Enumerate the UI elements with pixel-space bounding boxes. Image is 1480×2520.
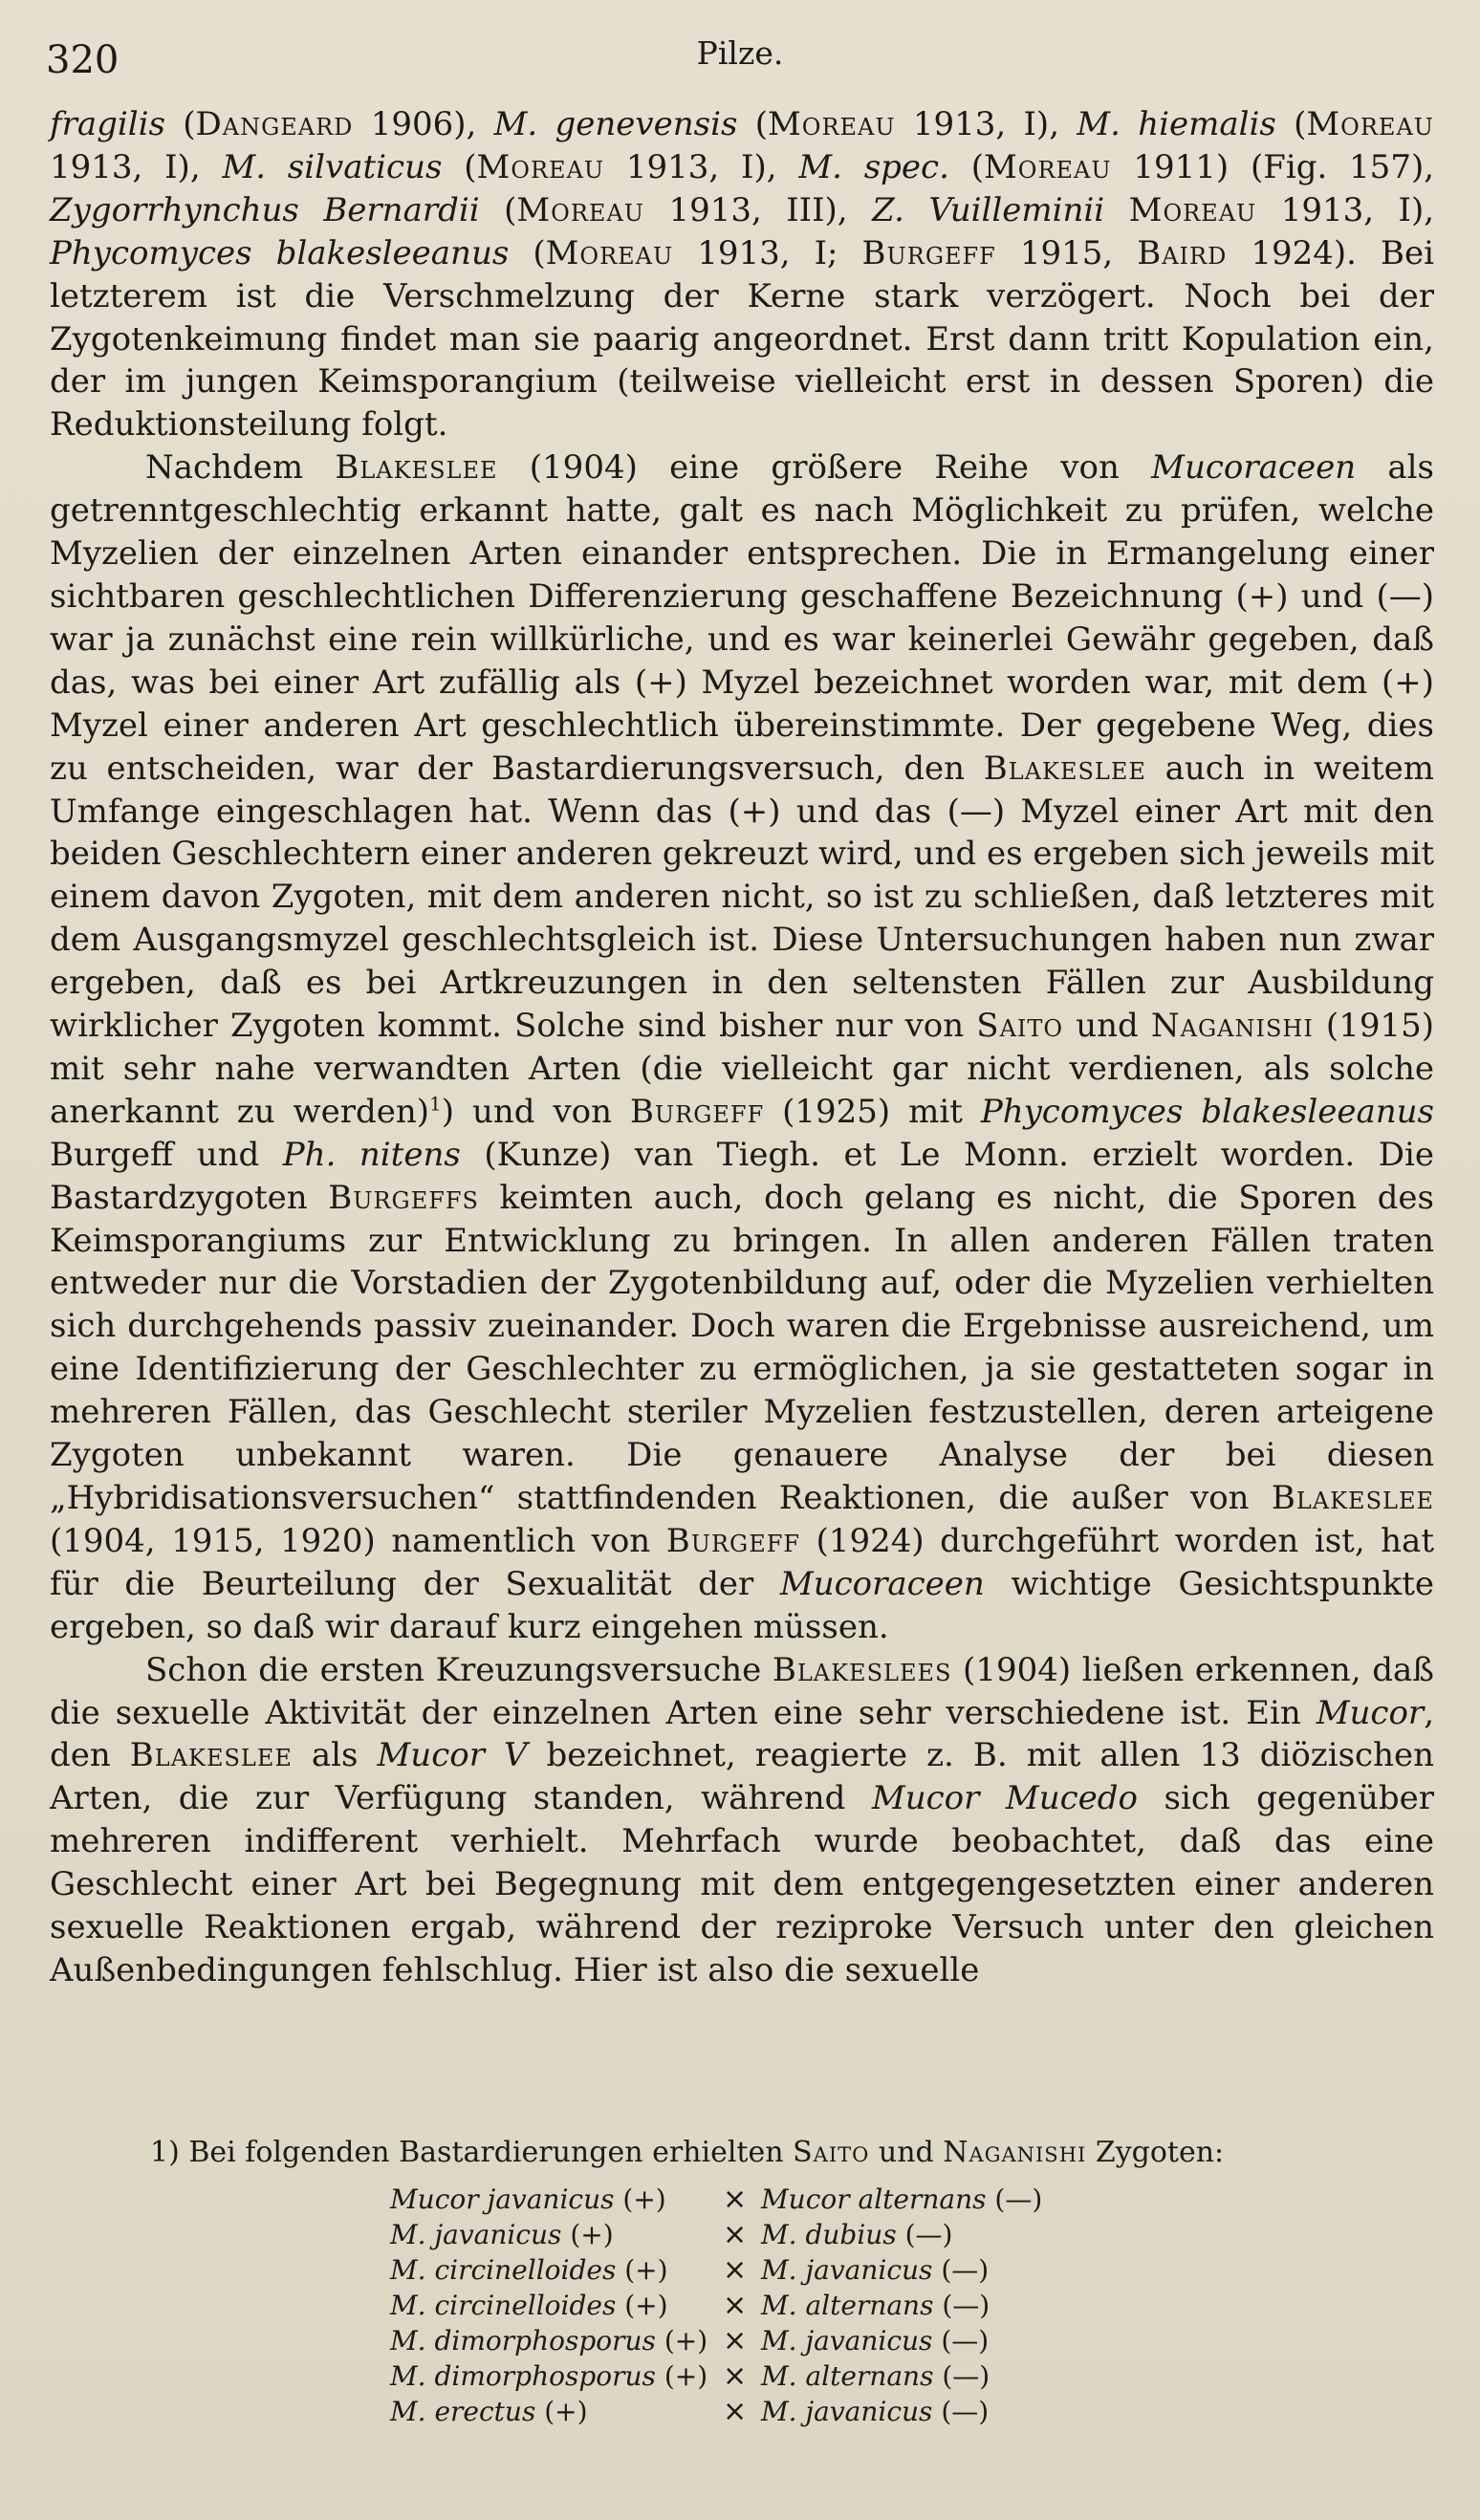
main-text [50, 103, 1434, 1992]
italic-text: fragilis [50, 105, 165, 143]
author-name: Moreau [516, 190, 644, 229]
paragraph [50, 1649, 1434, 1992]
parent-minus [761, 2325, 989, 2357]
text-run: 1906), [353, 105, 494, 143]
cross-symbol: × [723, 2359, 748, 2393]
sex-sign: (—) [904, 2219, 953, 2250]
text-run: ) und von [441, 1092, 630, 1131]
footnote [50, 2136, 1434, 2428]
author-name: Moreau [767, 105, 896, 143]
parent-plus [390, 2396, 588, 2427]
text-run: als getrenntgeschlechtig erkannt hatte, galt es nach Möglichkeit zu prüfen, welche Myzelien der einzelnen Arten einander entsprechen. Die in Ermangelung einer sichtbaren geschlechtlichen Differenzierung geschaffene Bezeichnung (+) und (—) war ja zunächst eine rein willkürliche, und es war keinerlei Gewähr gegeben, daß das, was bei einer Art zufällig als (+) Myzel bezeichnet worden war, mit dem (+) Myzel einer anderen Art geschlechtlich übereinstimmte. Der gegebene Weg, dies zu entscheiden, war der Bastardierungsversuch, den [50, 448, 1434, 788]
text-run: auch in weitem Umfange eingeschlagen hat. Wenn das (+) und das (—) Myzel einer Art mit den beiden Geschlechtern einer anderen gekreuzt wird, und es ergeben sich jeweils mit einem davon Zygoten, mit dem anderen nicht, so ist zu schließen, daß letzteres mit dem Ausgangsmyzel geschlechtsgleich ist. Diese Untersuchungen haben nun zwar ergeben, daß es bei Artkreuzungen in den seltensten Fällen zur Ausbildung wirklicher Zygoten kommt. Solche sind bisher nur von [50, 749, 1434, 1046]
italic-text: Ph. nitens [282, 1135, 461, 1174]
text-run: 1924). Bei letzterem ist die Verschmelzung der Kerne stark verzögert. Noch bei der Zygotenkeimung findet man sie paarig angeordnet. Erst dann tritt Kopulation ein, der im jungen Keimsporangium (teilweise vielleicht erst in dessen Sporen) die Reduktionsteilung folgt. [50, 233, 1434, 445]
text-run: (1904, 1915, 1920) namentlich von [50, 1521, 666, 1560]
author-name: Burgeff [861, 233, 996, 272]
italic-text: Mucoraceen [779, 1564, 985, 1603]
footnote-intro [50, 2136, 1434, 2169]
text-run: ( [948, 147, 984, 186]
author-name: Burgeff [629, 1092, 765, 1131]
footnote-ref: 1 [429, 1092, 442, 1116]
sex-sign: (+) [570, 2219, 614, 2250]
text-run: wichtige Gesichtspunkte ergeben, so daß wir darauf kurz eingehen müssen. [50, 1564, 1434, 1646]
species-name: M. javanicus [761, 2396, 933, 2427]
text-run: 1913, I), [895, 105, 1077, 143]
species-name: M. dimorphosporus [390, 2325, 656, 2357]
species-name: M. circinelloides [390, 2290, 617, 2321]
sex-sign: (+) [664, 2360, 708, 2392]
italic-text: M. hiemalis [1077, 105, 1276, 143]
cross-row [340, 2360, 1296, 2396]
parent-minus [761, 2254, 989, 2286]
author-name: Burgeff [665, 1521, 801, 1560]
parent-minus [761, 2396, 989, 2427]
author-name: Moreau [545, 233, 674, 272]
author-name: Dangeard [195, 105, 354, 143]
text-run: ( [1275, 105, 1307, 143]
author-name: Blakeslee [1271, 1479, 1434, 1517]
cross-row [340, 2396, 1296, 2431]
author-name: Saito [976, 1007, 1064, 1046]
author-name: Moreau [1306, 105, 1434, 143]
sex-sign: (—) [941, 2254, 990, 2286]
italic-text: Phycomyces blakesleeanus [50, 233, 510, 272]
text-run: 1913, I), [1256, 190, 1435, 229]
sex-sign: (—) [941, 2325, 990, 2357]
species-name: M. alternans [761, 2360, 934, 2392]
page-header [46, 34, 1434, 96]
text-run: 1911) (Fig. 157), [1111, 147, 1435, 186]
author-name: Saito [793, 2136, 870, 2169]
sex-sign: (—) [942, 2360, 990, 2392]
text-run: ( [509, 233, 546, 272]
species-name: M. erectus [390, 2396, 536, 2427]
parent-plus [390, 2183, 666, 2215]
italic-text: Mucor Mucedo [871, 1779, 1139, 1818]
sex-sign: (+) [544, 2396, 588, 2427]
cross-symbol: × [723, 2395, 748, 2428]
sex-sign: (+) [624, 2290, 668, 2321]
text-run: und [869, 2136, 944, 2169]
text-run: Nachdem [145, 448, 336, 488]
author-name: Blakeslee [129, 1736, 293, 1775]
text-run: (1924) durchgeführt worden ist, hat für die Beurteilung der Sexualität der [50, 1521, 1434, 1603]
species-name: M. javanicus [761, 2254, 933, 2286]
parent-minus [761, 2219, 952, 2250]
cross-symbol: × [723, 2183, 748, 2216]
author-name: Burgeffs [328, 1178, 479, 1217]
author-name: Blakeslee [983, 749, 1146, 788]
species-name: M. dimorphosporus [390, 2360, 656, 2392]
text-run: Burgeff und [50, 1135, 283, 1174]
text-run: Schon die ersten Kreuzungsversuche [145, 1650, 773, 1689]
author-name: Moreau [476, 147, 605, 186]
cross-row [340, 2219, 1296, 2254]
parent-plus [390, 2290, 668, 2321]
parent-plus [390, 2325, 707, 2357]
species-name: Mucor javanicus [390, 2183, 615, 2215]
author-name: Moreau [983, 147, 1112, 186]
species-name: M. javanicus [761, 2325, 933, 2357]
author-name: Blakeslees [772, 1650, 952, 1689]
cross-row [340, 2325, 1296, 2360]
species-name: Mucor alternans [761, 2183, 987, 2215]
text-run: 1913, I), [604, 147, 799, 186]
text-run: (1904) ließen erkennen, daß die sexuelle Aktivität der einzelnen Arten eine sehr verschiedene ist. Ein [50, 1650, 1434, 1732]
text-run: als [292, 1736, 378, 1775]
text-run: Zygoten: [1086, 2136, 1225, 2169]
author-name: Moreau [1128, 190, 1257, 229]
italic-text: M. silvaticus [222, 147, 443, 186]
text-run: ( [479, 190, 517, 229]
cross-row [340, 2290, 1296, 2325]
text-run: ( [164, 105, 196, 143]
parent-minus [761, 2183, 1042, 2215]
text-run: (1925) mit [764, 1092, 981, 1131]
sex-sign: (—) [994, 2183, 1043, 2215]
text-run: 1915, [995, 233, 1138, 272]
paragraph [50, 103, 1434, 446]
parent-plus [390, 2360, 707, 2392]
species-name: M. dubius [761, 2219, 897, 2250]
text-run: , den [50, 1693, 1434, 1775]
italic-text: Z. Vuilleminii [872, 190, 1105, 229]
species-name: M. alternans [761, 2290, 934, 2321]
species-name: M. circinelloides [390, 2254, 617, 2286]
cross-symbol: × [723, 2324, 748, 2357]
text-run: sich gegenüber mehreren indifferent verhielt. Mehrfach wurde beobachtet, daß das eine Geschlecht einer Art bei Begegnung mit dem entgegengesetzten einer anderen sexuelle Reaktionen ergab, während der reziproke Versuch unter den gleichen Außenbedingungen fehlschlug. Hier ist also die sexuelle [50, 1779, 1434, 1989]
text-run: 1913, III), [644, 190, 873, 229]
text-run: 1) Bei folgenden Bastardierungen erhielten [150, 2136, 794, 2169]
text-run [1104, 191, 1128, 229]
sex-sign: (—) [942, 2290, 990, 2321]
cross-symbol: × [723, 2253, 748, 2287]
author-name: Blakeslee [335, 448, 498, 488]
italic-text: Zygorrhynchus Bernardii [50, 190, 480, 229]
author-name: Naganishi [943, 2136, 1087, 2169]
italic-text: M. spec. [798, 147, 949, 186]
parent-minus [761, 2290, 990, 2321]
text-run: bezeichnet, reagierte z. B. mit allen 13 diözischen Arten, die zur Verfügung standen, während [50, 1736, 1434, 1818]
sex-sign: (+) [622, 2183, 666, 2215]
text-run: ( [737, 105, 768, 143]
text-run: und [1063, 1007, 1151, 1046]
parent-plus [390, 2254, 668, 2286]
text-run: ( [442, 147, 477, 186]
italic-text: M. genevensis [493, 105, 738, 143]
text-run: 1913, I), [50, 147, 223, 186]
parent-minus [761, 2360, 990, 2392]
species-name: M. javanicus [390, 2219, 562, 2250]
sex-sign: (+) [624, 2254, 668, 2286]
author-name: Baird [1137, 233, 1228, 272]
cross-symbol: × [723, 2289, 748, 2322]
text-run: (1915) mit sehr nahe verwandten Arten (die vielleicht gar nicht verdienen, als solche anerkannt zu werden) [50, 1007, 1434, 1131]
cross-list [340, 2183, 1296, 2431]
author-name: Naganishi [1150, 1007, 1314, 1046]
italic-text: Mucor V [377, 1736, 528, 1775]
text-run: (Kunze) van Tiegh. et Le Monn. erzielt worden. Die Bastardzygoten [50, 1135, 1434, 1217]
italic-text: Mucor [1316, 1693, 1425, 1732]
running-title: Pilze. [696, 34, 784, 72]
italic-text: Phycomyces blakesleeanus [980, 1092, 1434, 1131]
text-run: keimten auch, doch gelang es nicht, die Sporen des Keimsporangiums zur Entwicklung zu bringen. In allen anderen Fällen traten entweder nur die Vorstadien der Zygotenbildung auf, oder die Myzelien verhielten sich durchgehends passiv zueinander. Doch waren die Ergebnisse ausreichend, um eine Identifizierung der Geschlechter zu ermöglichen, ja sie gestatteten sogar in mehreren Fällen, das Geschlecht steriler Myzelien festzustellen, deren arteigene Zygoten unbekannt waren. Die genauere Analyse der bei diesen „Hybridisationsversuchen“ stattfindenden Reaktionen, die außer von [50, 1178, 1435, 1517]
text-run: 1913, I; [673, 233, 862, 272]
cross-row [340, 2183, 1296, 2219]
italic-text: Mucoraceen [1151, 448, 1357, 488]
page-number: 320 [46, 38, 120, 82]
sex-sign: (—) [941, 2396, 990, 2427]
paragraph [50, 446, 1434, 1648]
cross-row [340, 2254, 1296, 2290]
parent-plus [390, 2219, 614, 2250]
sex-sign: (+) [664, 2325, 708, 2357]
cross-symbol: × [723, 2218, 748, 2251]
text-run: (1904) eine größere Reihe von [497, 448, 1152, 488]
